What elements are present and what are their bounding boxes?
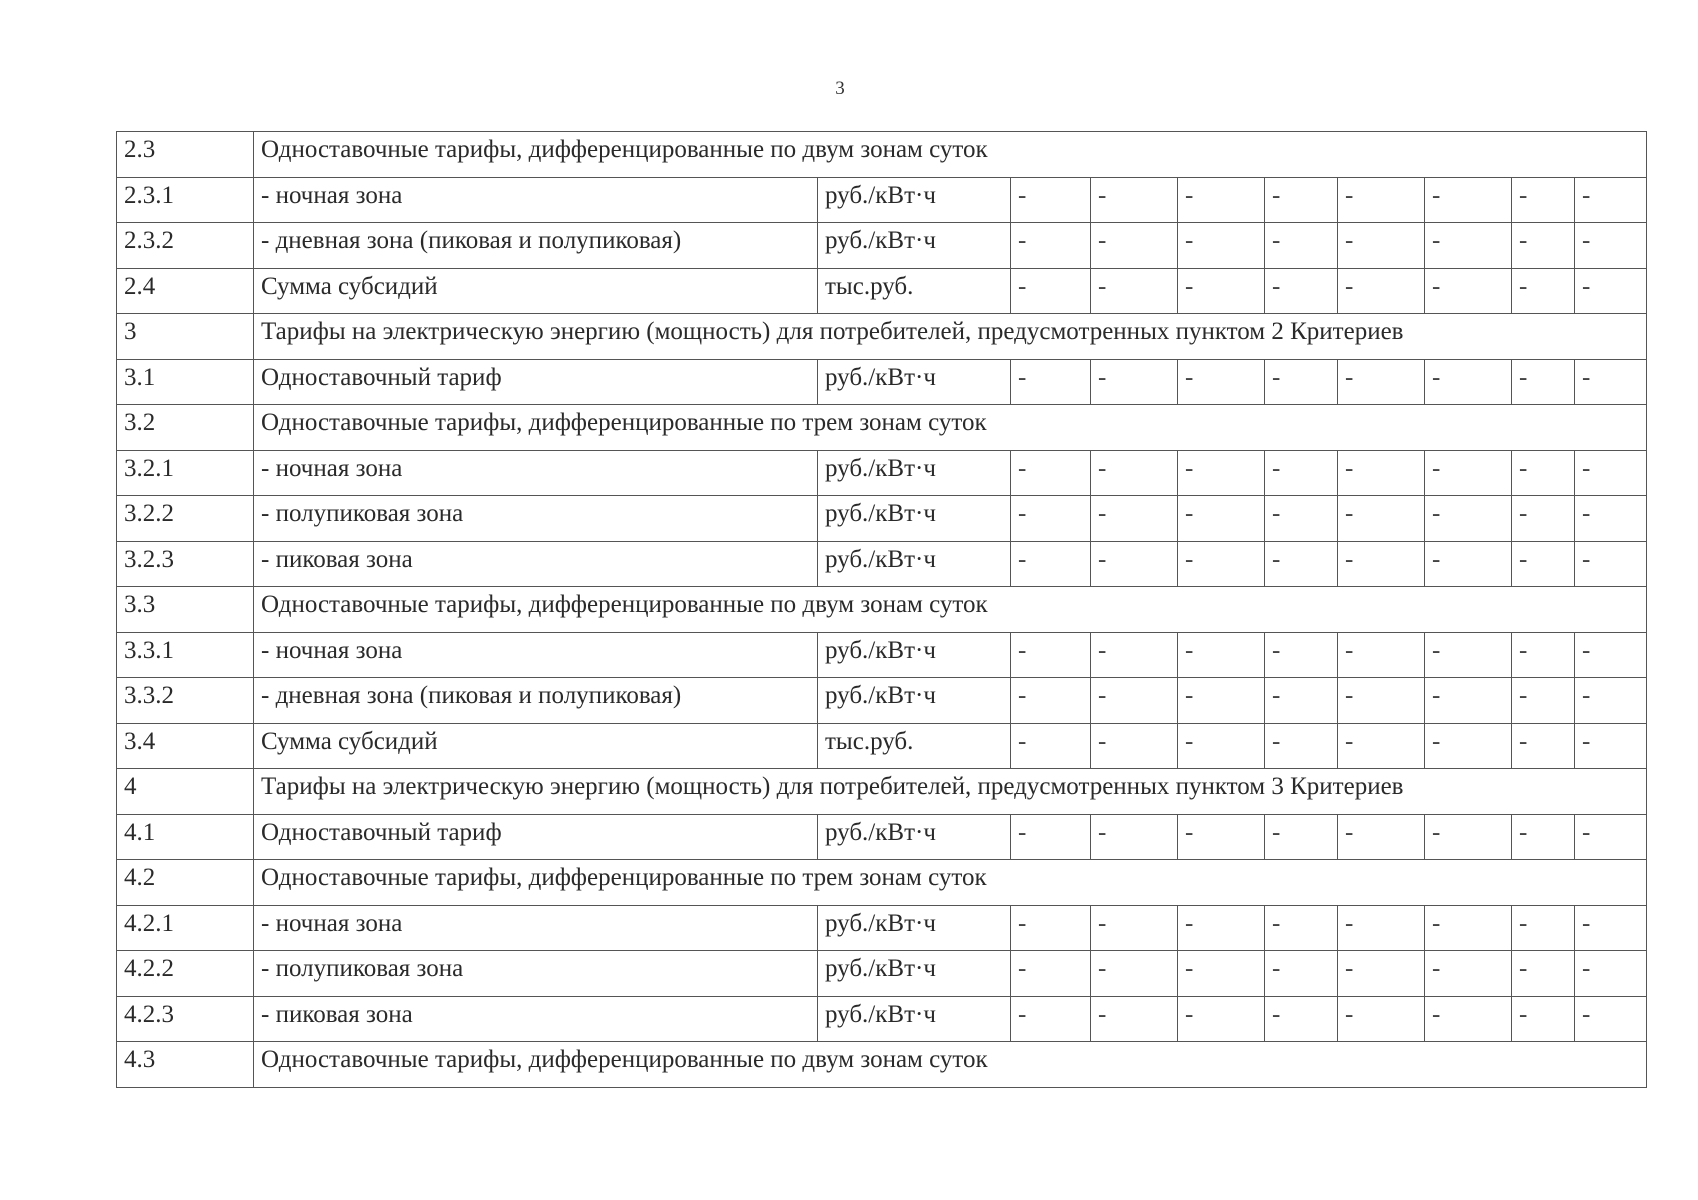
unit-cell: руб./кВт·ч bbox=[818, 678, 1011, 724]
value-cell: - bbox=[1575, 814, 1647, 860]
table-row bbox=[117, 405, 1647, 451]
unit-cell: руб./кВт·ч bbox=[818, 905, 1011, 951]
value-cell: - bbox=[1575, 951, 1647, 997]
section-title: Тарифы на электрическую энергию (мощность) для потребителей, предусмотренных пунктом 3 Критериев bbox=[254, 769, 1647, 815]
value-cell: - bbox=[1011, 678, 1091, 724]
value-cell: - bbox=[1425, 496, 1512, 542]
value-cell: - bbox=[1011, 905, 1091, 951]
value-cell: - bbox=[1178, 814, 1265, 860]
value-cell: - bbox=[1011, 450, 1091, 496]
value-cell: - bbox=[1425, 268, 1512, 314]
value-cell: - bbox=[1011, 223, 1091, 269]
value-cell: - bbox=[1011, 951, 1091, 997]
value-cell: - bbox=[1091, 359, 1178, 405]
page-number: 3 bbox=[835, 78, 845, 99]
value-cell: - bbox=[1512, 268, 1575, 314]
row-label: - пиковая зона bbox=[254, 996, 818, 1042]
value-cell: - bbox=[1178, 632, 1265, 678]
value-cell: - bbox=[1091, 450, 1178, 496]
value-cell: - bbox=[1425, 951, 1512, 997]
value-cell: - bbox=[1011, 723, 1091, 769]
row-label: - дневная зона (пиковая и полупиковая) bbox=[254, 678, 818, 724]
row-label: - ночная зона bbox=[254, 632, 818, 678]
unit-cell: руб./кВт·ч bbox=[818, 541, 1011, 587]
value-cell: - bbox=[1178, 723, 1265, 769]
table-body bbox=[117, 132, 1647, 1088]
table-row bbox=[117, 905, 1647, 951]
unit-cell: тыс.руб. bbox=[818, 723, 1011, 769]
value-cell: - bbox=[1575, 541, 1647, 587]
value-cell: - bbox=[1338, 951, 1425, 997]
value-cell: - bbox=[1265, 223, 1338, 269]
value-cell: - bbox=[1265, 496, 1338, 542]
value-cell: - bbox=[1512, 359, 1575, 405]
value-cell: - bbox=[1091, 223, 1178, 269]
value-cell: - bbox=[1011, 359, 1091, 405]
row-label: Сумма субсидий bbox=[254, 723, 818, 769]
table-row bbox=[117, 132, 1647, 178]
table-row bbox=[117, 632, 1647, 678]
value-cell: - bbox=[1575, 905, 1647, 951]
value-cell: - bbox=[1338, 359, 1425, 405]
value-cell: - bbox=[1338, 223, 1425, 269]
value-cell: - bbox=[1425, 450, 1512, 496]
value-cell: - bbox=[1425, 905, 1512, 951]
row-label: - ночная зона bbox=[254, 177, 818, 223]
row-number: 3.1 bbox=[117, 359, 254, 405]
table-row bbox=[117, 359, 1647, 405]
value-cell: - bbox=[1575, 632, 1647, 678]
value-cell: - bbox=[1265, 177, 1338, 223]
row-number: 3.3.2 bbox=[117, 678, 254, 724]
row-label: Одноставочный тариф bbox=[254, 359, 818, 405]
table-row bbox=[117, 769, 1647, 815]
unit-cell: руб./кВт·ч bbox=[818, 996, 1011, 1042]
row-number: 3.2 bbox=[117, 405, 254, 451]
value-cell: - bbox=[1265, 951, 1338, 997]
table-row bbox=[117, 177, 1647, 223]
value-cell: - bbox=[1265, 268, 1338, 314]
row-label: - дневная зона (пиковая и полупиковая) bbox=[254, 223, 818, 269]
value-cell: - bbox=[1512, 678, 1575, 724]
row-number: 2.3.2 bbox=[117, 223, 254, 269]
unit-cell: тыс.руб. bbox=[818, 268, 1011, 314]
value-cell: - bbox=[1575, 450, 1647, 496]
value-cell: - bbox=[1338, 814, 1425, 860]
value-cell: - bbox=[1512, 450, 1575, 496]
row-label: - пиковая зона bbox=[254, 541, 818, 587]
table-row bbox=[117, 314, 1647, 360]
value-cell: - bbox=[1178, 268, 1265, 314]
table-row bbox=[117, 587, 1647, 633]
value-cell: - bbox=[1512, 496, 1575, 542]
row-label: - ночная зона bbox=[254, 450, 818, 496]
value-cell: - bbox=[1091, 177, 1178, 223]
value-cell: - bbox=[1091, 541, 1178, 587]
table-row bbox=[117, 1042, 1647, 1088]
value-cell: - bbox=[1091, 632, 1178, 678]
value-cell: - bbox=[1091, 268, 1178, 314]
value-cell: - bbox=[1425, 996, 1512, 1042]
value-cell: - bbox=[1338, 678, 1425, 724]
unit-cell: руб./кВт·ч bbox=[818, 814, 1011, 860]
value-cell: - bbox=[1425, 632, 1512, 678]
row-number: 2.3 bbox=[117, 132, 254, 178]
value-cell: - bbox=[1091, 996, 1178, 1042]
value-cell: - bbox=[1265, 996, 1338, 1042]
value-cell: - bbox=[1338, 496, 1425, 542]
row-number: 4.2.3 bbox=[117, 996, 254, 1042]
value-cell: - bbox=[1338, 450, 1425, 496]
row-number: 2.3.1 bbox=[117, 177, 254, 223]
row-number: 3.4 bbox=[117, 723, 254, 769]
row-number: 4 bbox=[117, 769, 254, 815]
row-number: 4.2.2 bbox=[117, 951, 254, 997]
value-cell: - bbox=[1338, 268, 1425, 314]
value-cell: - bbox=[1575, 177, 1647, 223]
value-cell: - bbox=[1265, 678, 1338, 724]
unit-cell: руб./кВт·ч bbox=[818, 632, 1011, 678]
row-number: 3.2.1 bbox=[117, 450, 254, 496]
row-number: 4.2 bbox=[117, 860, 254, 906]
value-cell: - bbox=[1011, 541, 1091, 587]
table-row bbox=[117, 450, 1647, 496]
value-cell: - bbox=[1265, 814, 1338, 860]
value-cell: - bbox=[1338, 996, 1425, 1042]
value-cell: - bbox=[1425, 177, 1512, 223]
value-cell: - bbox=[1091, 951, 1178, 997]
value-cell: - bbox=[1178, 541, 1265, 587]
table-row bbox=[117, 723, 1647, 769]
value-cell: - bbox=[1178, 177, 1265, 223]
unit-cell: руб./кВт·ч bbox=[818, 951, 1011, 997]
value-cell: - bbox=[1425, 223, 1512, 269]
section-title: Тарифы на электрическую энергию (мощность) для потребителей, предусмотренных пунктом 2 Критериев bbox=[254, 314, 1647, 360]
value-cell: - bbox=[1512, 541, 1575, 587]
section-title: Одноставочные тарифы, дифференцированные по двум зонам суток bbox=[254, 1042, 1647, 1088]
value-cell: - bbox=[1178, 996, 1265, 1042]
value-cell: - bbox=[1011, 496, 1091, 542]
row-number: 2.4 bbox=[117, 268, 254, 314]
row-label: Сумма субсидий bbox=[254, 268, 818, 314]
table-row bbox=[117, 678, 1647, 724]
table-row bbox=[117, 996, 1647, 1042]
value-cell: - bbox=[1575, 678, 1647, 724]
value-cell: - bbox=[1575, 268, 1647, 314]
value-cell: - bbox=[1011, 177, 1091, 223]
tariff-table bbox=[116, 131, 1647, 1088]
value-cell: - bbox=[1338, 541, 1425, 587]
section-title: Одноставочные тарифы, дифференцированные по двум зонам суток bbox=[254, 587, 1647, 633]
section-title: Одноставочные тарифы, дифференцированные по трем зонам суток bbox=[254, 405, 1647, 451]
unit-cell: руб./кВт·ч bbox=[818, 450, 1011, 496]
row-label: - полупиковая зона bbox=[254, 951, 818, 997]
row-label: Одноставочный тариф bbox=[254, 814, 818, 860]
value-cell: - bbox=[1011, 632, 1091, 678]
row-number: 4.2.1 bbox=[117, 905, 254, 951]
row-label: - полупиковая зона bbox=[254, 496, 818, 542]
value-cell: - bbox=[1265, 905, 1338, 951]
value-cell: - bbox=[1178, 223, 1265, 269]
value-cell: - bbox=[1178, 496, 1265, 542]
value-cell: - bbox=[1512, 632, 1575, 678]
value-cell: - bbox=[1178, 450, 1265, 496]
value-cell: - bbox=[1265, 723, 1338, 769]
value-cell: - bbox=[1091, 905, 1178, 951]
row-label: - ночная зона bbox=[254, 905, 818, 951]
value-cell: - bbox=[1425, 814, 1512, 860]
value-cell: - bbox=[1091, 496, 1178, 542]
unit-cell: руб./кВт·ч bbox=[818, 223, 1011, 269]
unit-cell: руб./кВт·ч bbox=[818, 177, 1011, 223]
value-cell: - bbox=[1091, 678, 1178, 724]
value-cell: - bbox=[1512, 996, 1575, 1042]
unit-cell: руб./кВт·ч bbox=[818, 496, 1011, 542]
value-cell: - bbox=[1338, 177, 1425, 223]
row-number: 4.1 bbox=[117, 814, 254, 860]
value-cell: - bbox=[1425, 541, 1512, 587]
row-number: 3.3.1 bbox=[117, 632, 254, 678]
value-cell: - bbox=[1512, 223, 1575, 269]
value-cell: - bbox=[1512, 905, 1575, 951]
unit-cell: руб./кВт·ч bbox=[818, 359, 1011, 405]
value-cell: - bbox=[1265, 632, 1338, 678]
value-cell: - bbox=[1178, 905, 1265, 951]
table-row bbox=[117, 223, 1647, 269]
table-row bbox=[117, 860, 1647, 906]
value-cell: - bbox=[1338, 632, 1425, 678]
value-cell: - bbox=[1338, 905, 1425, 951]
table-row bbox=[117, 496, 1647, 542]
value-cell: - bbox=[1178, 359, 1265, 405]
value-cell: - bbox=[1575, 996, 1647, 1042]
value-cell: - bbox=[1091, 814, 1178, 860]
table-row bbox=[117, 951, 1647, 997]
section-title: Одноставочные тарифы, дифференцированные по двум зонам суток bbox=[254, 132, 1647, 178]
value-cell: - bbox=[1011, 268, 1091, 314]
value-cell: - bbox=[1338, 723, 1425, 769]
value-cell: - bbox=[1425, 723, 1512, 769]
value-cell: - bbox=[1512, 951, 1575, 997]
value-cell: - bbox=[1575, 223, 1647, 269]
value-cell: - bbox=[1575, 723, 1647, 769]
value-cell: - bbox=[1575, 496, 1647, 542]
row-number: 3.2.2 bbox=[117, 496, 254, 542]
value-cell: - bbox=[1178, 678, 1265, 724]
value-cell: - bbox=[1265, 450, 1338, 496]
value-cell: - bbox=[1011, 814, 1091, 860]
value-cell: - bbox=[1178, 951, 1265, 997]
value-cell: - bbox=[1265, 541, 1338, 587]
section-title: Одноставочные тарифы, дифференцированные по трем зонам суток bbox=[254, 860, 1647, 906]
table-row bbox=[117, 814, 1647, 860]
value-cell: - bbox=[1575, 359, 1647, 405]
row-number: 3.2.3 bbox=[117, 541, 254, 587]
value-cell: - bbox=[1011, 996, 1091, 1042]
value-cell: - bbox=[1091, 723, 1178, 769]
table-row bbox=[117, 268, 1647, 314]
value-cell: - bbox=[1512, 814, 1575, 860]
value-cell: - bbox=[1512, 177, 1575, 223]
table-row bbox=[117, 541, 1647, 587]
value-cell: - bbox=[1265, 359, 1338, 405]
value-cell: - bbox=[1425, 359, 1512, 405]
row-number: 3.3 bbox=[117, 587, 254, 633]
value-cell: - bbox=[1425, 678, 1512, 724]
row-number: 3 bbox=[117, 314, 254, 360]
value-cell: - bbox=[1512, 723, 1575, 769]
row-number: 4.3 bbox=[117, 1042, 254, 1088]
